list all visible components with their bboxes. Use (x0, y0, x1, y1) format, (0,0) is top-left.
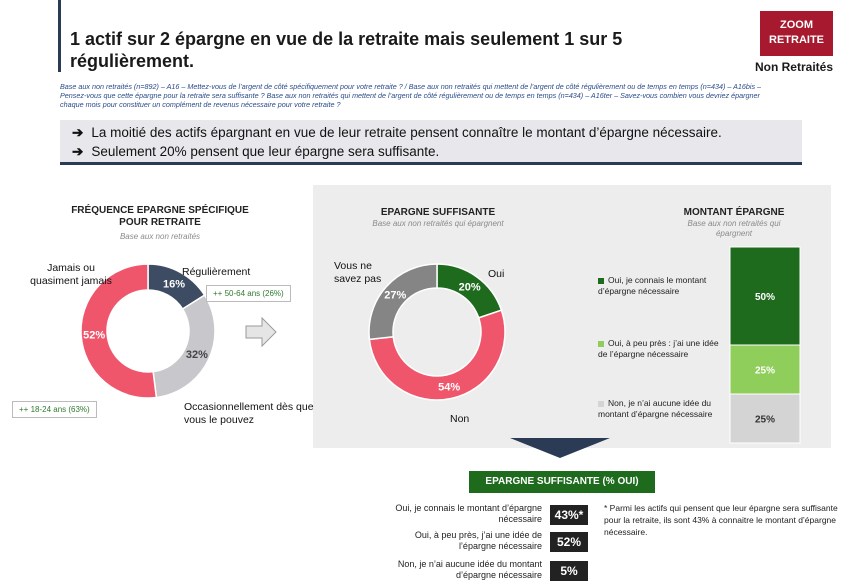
row-value-2: 52% (550, 532, 588, 552)
arrow-right-icon: ➔ (72, 125, 84, 140)
oui-data-label: 20% (458, 281, 481, 294)
occasionnellement-data-label: 32% (185, 348, 208, 361)
badge-subtitle: Non Retraités (754, 60, 834, 74)
key-point-text: Seulement 20% pensent que leur épargne sera suffisante. (91, 144, 440, 159)
label-nsp: Vous ne savez pas (334, 260, 382, 285)
label-occasionnellement: Occasionnellement dès que vous le pouvez (184, 401, 314, 426)
legend-text: Oui, je connais le montant d’épargne nécessaire (598, 275, 707, 296)
row-label-2: Oui, à peu près, j’ai une idée de l’épargne nécessaire (414, 530, 542, 551)
label-jamais: Jamais ou quasiment jamais (30, 262, 112, 287)
tag-50-64: ++ 50-64 ans (26%) (206, 285, 291, 302)
regulierement-data-label: 16% (162, 278, 186, 291)
oui-connais-bar-label: 50% (754, 292, 776, 303)
nsp-data-label: 27% (384, 289, 407, 302)
arrow-right-icon: ➔ (72, 144, 84, 159)
row-label-1: Oui, je connais le montant d’épargne nécessaire (395, 503, 542, 524)
donut-suffisante (369, 264, 505, 400)
down-triangle-icon (510, 438, 610, 458)
badge-line-2: RETRAITE (769, 34, 824, 46)
page-title: 1 actif sur 2 épargne en vue de la retraite mais seulement 1 sur 5 régulièrement. (70, 29, 623, 71)
tag-18-24: ++ 18-24 ans (63%) (12, 401, 97, 418)
chart2-subtitle: Base aux non retraités qui épargnent (372, 219, 504, 228)
label-non: Non (450, 413, 470, 425)
label-oui: Oui (488, 268, 505, 280)
chart3-subtitle: Base aux non retraités qui épargnent (687, 219, 781, 238)
legend-non (598, 398, 722, 420)
legend-text: Non, je n’ai aucune idée du montant d’épargne nécessaire (598, 398, 713, 419)
row-value-3: 5% (550, 561, 588, 581)
badge-line-1: ZOOM (780, 19, 813, 31)
stacked-bar-montant (730, 247, 800, 443)
chart3-title: MONTANT ÉPARGNE (683, 207, 785, 218)
non-idee-bar-label: 25% (754, 414, 776, 426)
legend-text: Oui, à peu près : j’ai une idée de l’épargne nécessaire (598, 338, 719, 359)
footnote: * Parmi les actifs qui pensent que leur épargne sera suffisante pour la retraite, ils sont 43% à connaitre le montant d’épargne nécessaire. (604, 503, 838, 537)
legend-swatch (598, 278, 604, 284)
jamais-data-label: 52% (83, 329, 106, 342)
non-data-label: 54% (438, 381, 461, 394)
oui-apeupres-bar-label: 25% (754, 365, 776, 377)
legend-swatch (598, 341, 604, 347)
key-point-text: La moitié des actifs épargnant en vue de leur retraite pensent connaître le montant d’épargne nécessaire. (91, 125, 722, 140)
label-regulierement: Régulièrement (182, 266, 251, 278)
row-value-1: 43%* (550, 505, 588, 525)
chart1-subtitle: Base aux non retraités (119, 232, 201, 241)
row-label-3: Non, je n’ai aucune idée du montant d’épargne nécessaire (397, 559, 542, 580)
chart2-title: EPARGNE SUFFISANTE (380, 207, 496, 218)
legend-oui-apeupres (598, 338, 722, 360)
base-note: Base aux non retraités (n=892) – A16 – Mettez-vous de l’argent de côté spécifiquement pour votre retraite ? / Base aux non retraités qui mettent de l’argent de côté régulièrement ou de temps en temps (n=434) – A16bis – Pensez-vous que cette épargne pour la retraite sera suffisante ? Base aux non retraités qui mettent de l’argent de côté régulièrement ou de temps en temps (n=434) – A16ter – Savez-vous combien vous devriez épargner chaque mois pour constituer un complément de revenus nécessaire pour votre retraite ? (60, 82, 762, 109)
legend-oui-connais (598, 275, 722, 297)
epargne-suffisante-banner: EPARGNE SUFFISANTE (% OUI) (469, 471, 655, 493)
chevron-arrow-icon (246, 318, 276, 346)
chart1-title: FRÉQUENCE EPARGNE SPÉCIFIQUE POUR RETRAITE (71, 205, 249, 228)
occasionnellement-slice (153, 295, 215, 397)
legend-swatch (598, 401, 604, 407)
